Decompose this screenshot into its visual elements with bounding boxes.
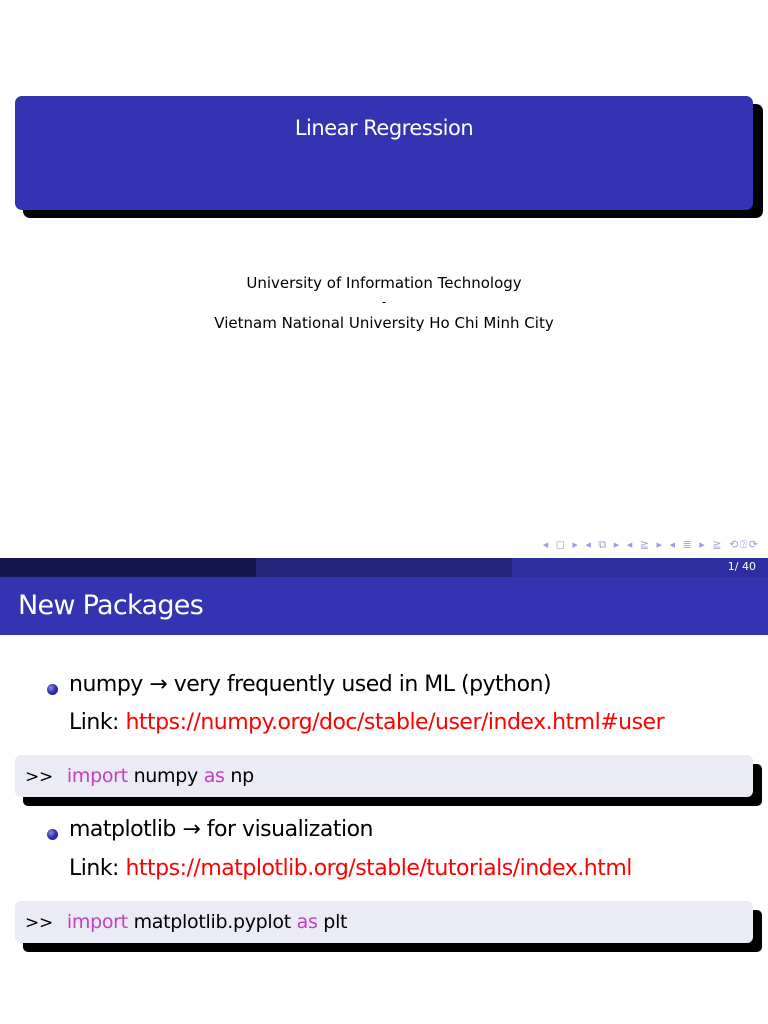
title-box xyxy=(15,96,753,210)
code-alias: plt xyxy=(317,911,348,933)
bullet-item-matplotlib: matplotlib → for visualization xyxy=(69,817,373,842)
code-prompt: >> xyxy=(25,767,53,787)
bullet-icon xyxy=(47,829,58,840)
page-number: 1/ 40 xyxy=(727,560,756,573)
institution-line-2: Vietnam National University Ho Chi Minh City xyxy=(214,314,554,332)
code-prompt: >> xyxy=(25,913,53,933)
code-keyword-import: import xyxy=(66,911,128,933)
presentation-title: Linear Regression xyxy=(294,116,474,140)
link-line-numpy xyxy=(69,710,664,735)
headline-bar-section-2 xyxy=(256,558,512,577)
bullet-item-numpy: numpy → very frequently used in ML (python) xyxy=(69,672,552,697)
code-keyword-import: import xyxy=(66,765,128,787)
link-label: Link: xyxy=(69,856,126,881)
matplotlib-doc-link[interactable]: https://matplotlib.org/stable/tutorials/index.html xyxy=(125,856,632,881)
bullet-icon xyxy=(47,684,58,695)
code-alias: np xyxy=(224,765,254,787)
code-keyword-as: as xyxy=(203,765,225,787)
institution-line-1: University of Information Technology xyxy=(246,274,522,292)
frame-title: New Packages xyxy=(18,590,204,621)
beamer-navigation-icons[interactable]: ◂ ◻ ▸ ◂ ⧉ ▸ ◂ ≧ ▸ ◂ ≣ ▸ ≧ ⟲⍰⟳ xyxy=(542,538,760,551)
code-line-numpy xyxy=(25,765,254,787)
numpy-doc-link[interactable]: https://numpy.org/doc/stable/user/index.html#user xyxy=(125,710,665,735)
headline-bar-section-1 xyxy=(0,558,256,577)
code-module: numpy xyxy=(127,765,204,787)
code-keyword-as: as xyxy=(296,911,318,933)
link-line-matplotlib xyxy=(69,856,632,881)
code-line-matplotlib xyxy=(25,911,347,933)
code-module: matplotlib.pyplot xyxy=(127,911,297,933)
institution-separator: - xyxy=(381,295,387,309)
link-label: Link: xyxy=(69,710,126,735)
